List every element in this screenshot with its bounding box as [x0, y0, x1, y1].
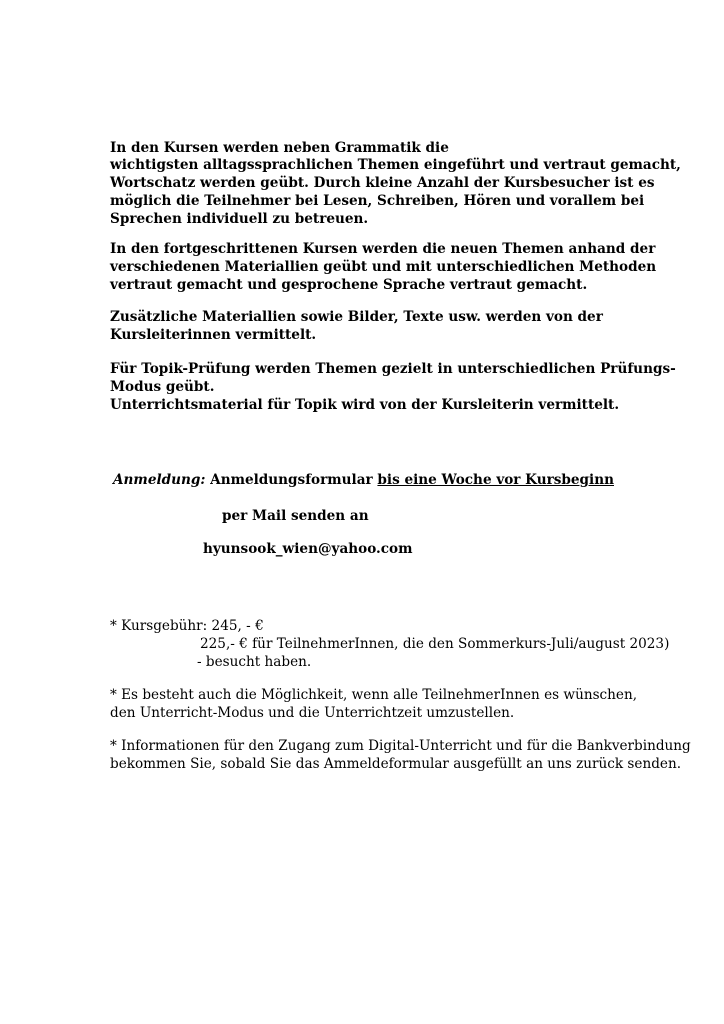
- registration-text: Anmeldungsformular: [205, 472, 378, 488]
- advanced-line-3: vertraut gemacht und gesprochene Sprache vertraut gemacht.: [110, 277, 588, 293]
- topik-line-3: Unterrichtsmaterial für Topik wird von der Kursleiterin vermittelt.: [110, 397, 620, 413]
- registration-label: Anmeldung:: [113, 472, 206, 488]
- advanced-line-1: In den fortgeschrittenen Kursen werden die neuen Themen anhand der: [110, 241, 656, 257]
- intro-line-5: Sprechen individuell zu betreuen.: [110, 211, 369, 227]
- intro-line-2: wichtigsten alltagssprachlichen Themen eingeführt und vertraut gemacht,: [110, 157, 681, 173]
- intro-line-4: möglich die Teilnehmer bei Lesen, Schreiben, Hören und vorallem bei: [110, 193, 645, 209]
- fee-line-1: * Kursgebühr: 245, - €: [110, 618, 264, 634]
- change-note-line-2: den Unterricht-Modus und die Unterrichtzeit umzustellen.: [110, 705, 515, 721]
- info-note-line-1: * Informationen für den Zugang zum Digital-Unterricht und für die Bankverbindung: [110, 738, 691, 754]
- fee-line-3: - besucht haben.: [197, 654, 312, 670]
- fee-line-2: 225,- € für TeilnehmerInnen, die den Sommerkurs-Juli/august 2023): [200, 636, 670, 652]
- info-note-line-2: bekommen Sie, sobald Sie das Ammeldeformular ausgefüllt an uns zurück senden.: [110, 756, 682, 772]
- topik-line-1: Für Topik-Prüfung werden Themen gezielt in unterschiedlichen Prüfungs-: [110, 361, 676, 377]
- registration-line: [113, 472, 614, 489]
- change-note-line-1: * Es besteht auch die Möglichkeit, wenn alle TeilnehmerInnen es wünschen,: [110, 687, 638, 703]
- intro-line-3: Wortschatz werden geübt. Durch kleine Anzahl der Kursbesucher ist es: [110, 175, 655, 191]
- registration-deadline: bis eine Woche vor Kursbeginn: [377, 472, 614, 488]
- intro-line-1: In den Kursen werden neben Grammatik die: [110, 140, 449, 156]
- advanced-line-2: verschiedenen Materiallien geübt und mit unterschiedlichen Methoden: [110, 259, 657, 275]
- materials-line-2: Kursleiterinnen vermittelt.: [110, 327, 317, 343]
- materials-line-1: Zusätzliche Materiallien sowie Bilder, Texte usw. werden von der: [110, 309, 603, 325]
- topik-line-2: Modus geübt.: [110, 379, 215, 395]
- registration-email: hyunsook_wien@yahoo.com: [203, 541, 413, 557]
- registration-mail-line: per Mail senden an: [222, 508, 369, 524]
